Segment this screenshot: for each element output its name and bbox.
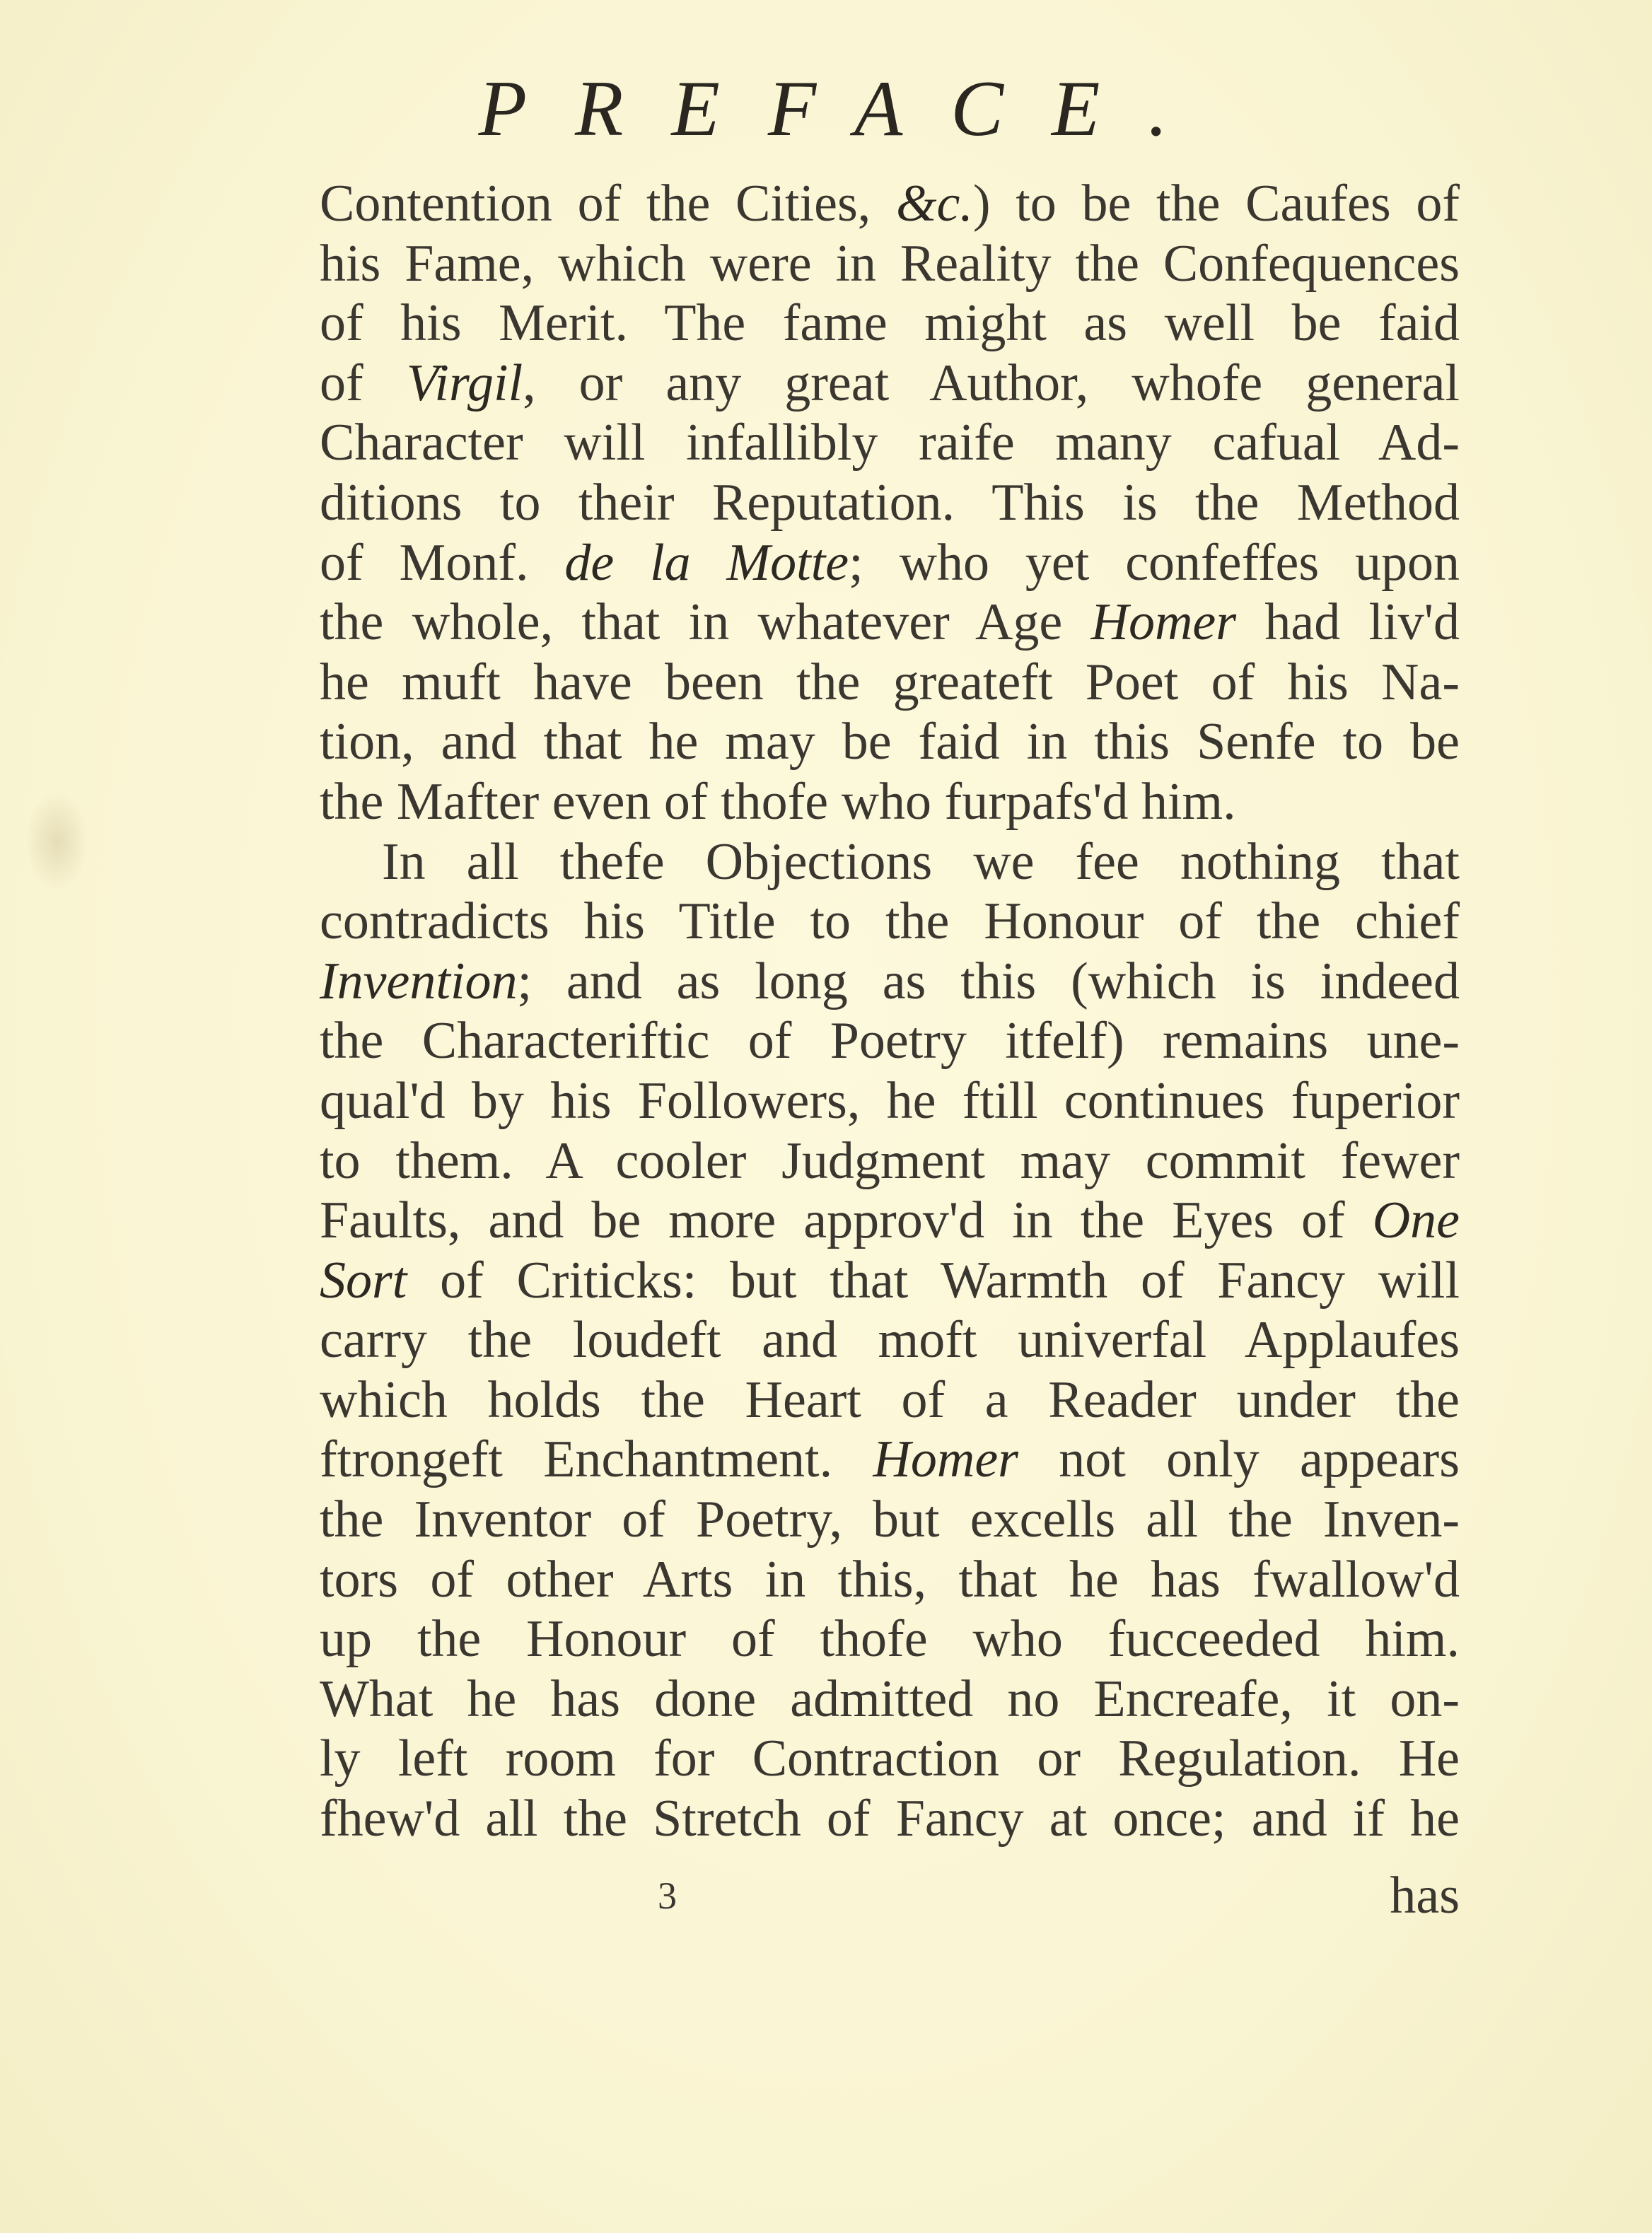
text-span: up the Honour of thofe who fucceeded him. [320, 1610, 1460, 1669]
text-span: Contention of the Cities, [320, 175, 896, 233]
text-span: the Inventor of Poetry, but excells all the Inven- [320, 1491, 1460, 1549]
text-span: of his Merit. The fame might as well be faid [320, 294, 1460, 353]
text-line [320, 1071, 1460, 1131]
text-span: carry the loudeft and moft univerfal Applaufes [320, 1311, 1460, 1370]
text-span: qual'd by his Followers, he ftill continues fuperior [320, 1071, 1460, 1130]
text-span: ditions to their Reputation. This is the Method [320, 473, 1460, 532]
text-span: fhew'd all the Stretch of Fancy at once; and if he [320, 1790, 1460, 1848]
text-span: ftrongeft Enchantment. [320, 1430, 873, 1489]
text-span: , or any great Author, whofe general [523, 354, 1460, 412]
italic-text: Virgil [406, 354, 523, 412]
italic-text: Invention [320, 952, 518, 1010]
text-span: of [320, 354, 407, 412]
text-line [320, 354, 1460, 414]
text-span: ) to be the Caufes of [972, 175, 1460, 233]
text-line [320, 1609, 1460, 1669]
italic-text: Homer [873, 1430, 1018, 1489]
text-span: not only appears [1018, 1430, 1460, 1489]
running-head: PREFACE. [478, 65, 1216, 153]
text-line [320, 593, 1460, 653]
text-span: he muft have been the greateft Poet of his Na- [320, 653, 1460, 711]
text-span: contradicts his Title to the Honour of the chief [320, 892, 1460, 951]
text-line [320, 293, 1460, 354]
text-line [320, 1310, 1460, 1370]
text-line [320, 174, 1460, 234]
text-line [320, 1669, 1460, 1730]
text-span: of Criticks: but that Warmth of Fancy will [407, 1251, 1460, 1310]
text-span: Character will infallibly raife many cafual Ad- [320, 414, 1460, 472]
page-footer [320, 1864, 1460, 1928]
text-line [320, 1430, 1460, 1490]
text-line [320, 1370, 1460, 1430]
text-span: tors of other Arts in this, that he has fwallow'd [320, 1550, 1460, 1609]
text-line [320, 1191, 1460, 1251]
text-span: of Monf. [320, 533, 565, 592]
text-line [320, 952, 1460, 1012]
paper-stain [25, 792, 89, 891]
text-span: had liv'd [1236, 593, 1460, 652]
text-line [320, 234, 1460, 294]
text-line [320, 892, 1460, 952]
text-line [320, 1729, 1460, 1789]
text-span: to them. A cooler Judgment may commit fewer [320, 1131, 1460, 1190]
catchword: has [1390, 1867, 1460, 1925]
text-line [320, 772, 1460, 832]
text-line [320, 1251, 1460, 1311]
italic-text: de la Motte [564, 533, 849, 592]
text-span: which holds the Heart of a Reader under the [320, 1370, 1460, 1429]
text-line [320, 473, 1460, 533]
italic-text: One [1372, 1191, 1460, 1250]
text-line [320, 1011, 1460, 1071]
text-line [320, 1490, 1460, 1550]
text-line [320, 832, 1460, 892]
text-line [320, 413, 1460, 473]
text-span: the whole, that in whatever Age [320, 593, 1091, 652]
text-line [320, 533, 1460, 593]
text-line [320, 1550, 1460, 1610]
italic-text: Homer [1090, 593, 1237, 652]
body-text [320, 174, 1460, 1849]
text-span: his Fame, which were in Reality the Confequences [320, 234, 1460, 293]
text-line [320, 653, 1460, 713]
text-span: tion, and that he may be faid in this Senfe to be [320, 713, 1460, 771]
text-line [320, 1131, 1460, 1191]
text-line [320, 712, 1460, 772]
text-span: ; who yet confeffes upon [849, 533, 1460, 592]
text-span: Faults, and be more approv'd in the Eyes of [320, 1191, 1373, 1250]
text-span: ; and as long as this (which is indeed [517, 952, 1460, 1010]
italic-text: &c. [895, 175, 973, 233]
italic-text: Sort [320, 1251, 407, 1310]
text-span: ly left room for Contraction or Regulation. He [320, 1730, 1460, 1788]
text-span: What he has done admitted no Encreafe, it on- [320, 1669, 1460, 1728]
text-span: the Characteriftic of Poetry itfelf) remains une- [320, 1012, 1460, 1071]
text-line [320, 1789, 1460, 1849]
text-span: the Mafter even of thofe who furpafs'd him. [320, 772, 1236, 831]
signature-mark: 3 [658, 1875, 677, 1917]
text-span: In all thefe Objections we fee nothing that [382, 832, 1460, 891]
